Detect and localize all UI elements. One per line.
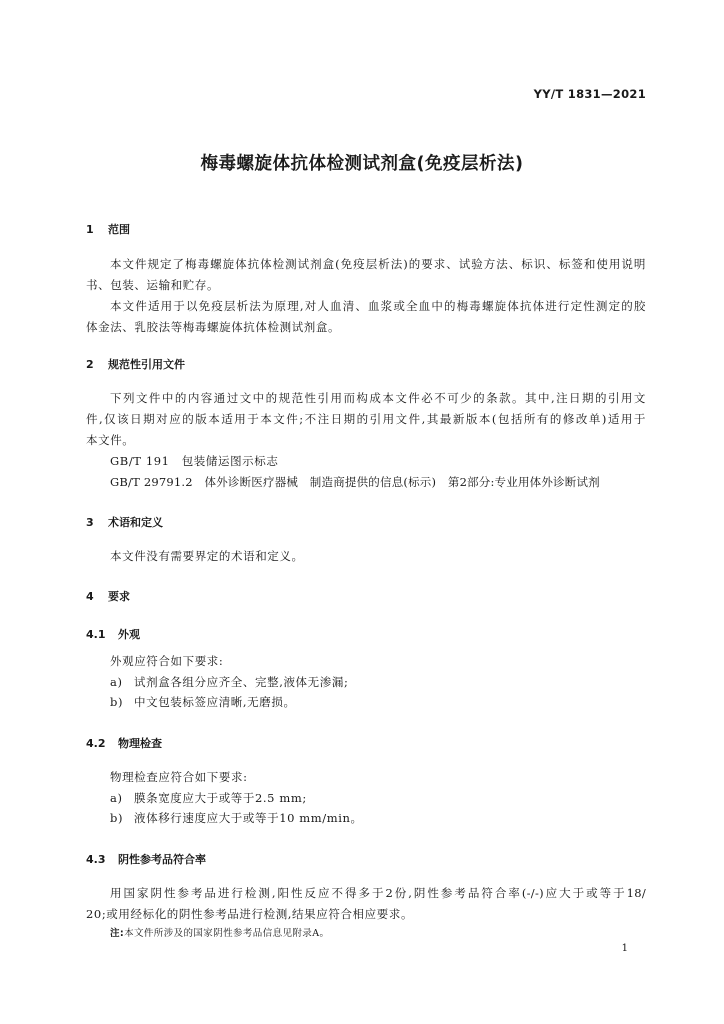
- list-item-text: 试剂盒各组分应齐全、完整,液体无渗漏;: [134, 675, 349, 689]
- list-item-label: a): [110, 675, 123, 689]
- paragraph-line: 20;或用经标化的阴性参考品进行检测,结果应符合相应要求。: [86, 907, 414, 921]
- section-number: 4: [86, 590, 94, 603]
- section-number: 2: [86, 358, 94, 371]
- list-item: [110, 808, 363, 829]
- section-2-heading: [86, 356, 185, 372]
- subsection-number: 4.1: [86, 628, 106, 641]
- subsection-number: 4.2: [86, 737, 106, 750]
- document-title: 梅毒螺旋体抗体检测试剂盒(免疫层析法): [200, 154, 524, 174]
- section-title: 规范性引用文件: [108, 358, 185, 371]
- paragraph-line: 用国家阴性参考品进行检测,阳性反应不得多于2份,阴性参考品符合率(-/-)应大于或等于18/: [110, 886, 646, 900]
- list-item: [110, 788, 307, 809]
- paragraph-line: 外观应符合如下要求:: [110, 654, 224, 668]
- list-item-label: b): [110, 695, 124, 709]
- paragraph-line: 物理检查应符合如下要求:: [110, 770, 248, 784]
- section-number: 3: [86, 516, 94, 529]
- subsection-title: 外观: [118, 628, 140, 641]
- list-item: [110, 692, 296, 713]
- paragraph-line: 下列文件中的内容通过文中的规范性引用而构成本文件必不可少的条款。其中,注日期的引用文: [110, 391, 646, 405]
- normative-reference: GB/T 29791.2 体外诊断医疗器械 制造商提供的信息(标示) 第2部分:专业用体外诊断试剂: [110, 475, 600, 489]
- section-3-heading: [86, 514, 163, 530]
- list-item-text: 液体移行速度应大于或等于10 mm/min。: [134, 811, 363, 825]
- paragraph-line: 本文件规定了梅毒螺旋体抗体检测试剂盒(免疫层析法)的要求、试验方法、标识、标签和使用说明: [110, 257, 646, 271]
- paragraph-line: 件,仅该日期对应的版本适用于本文件;不注日期的引用文件,其最新版本(包括所有的修改单)适用于: [86, 412, 646, 426]
- list-item-label: b): [110, 811, 124, 825]
- subsection-4-1-heading: [86, 626, 140, 642]
- note: [110, 925, 329, 939]
- section-title: 术语和定义: [108, 516, 163, 529]
- subsection-title: 物理检查: [118, 737, 162, 750]
- subsection-title: 阴性参考品符合率: [118, 853, 206, 866]
- list-item-label: a): [110, 791, 123, 805]
- section-4-heading: [86, 588, 130, 604]
- list-item-text: 中文包装标签应清晰,无磨损。: [134, 695, 296, 709]
- paragraph-line: 书、包装、运输和贮存。: [86, 278, 220, 292]
- paragraph-line: 体金法、乳胶法等梅毒螺旋体抗体检测试剂盒。: [86, 320, 341, 334]
- section-title: 要求: [108, 590, 130, 603]
- subsection-number: 4.3: [86, 853, 106, 866]
- note-text: 本文件所涉及的国家阴性参考品信息见附录A。: [124, 928, 330, 939]
- subsection-4-2-heading: [86, 735, 162, 751]
- paragraph-line: 本文件适用于以免疫层析法为原理,对人血清、血浆或全血中的梅毒螺旋体抗体进行定性测定的胶: [110, 299, 646, 313]
- page-number: 1: [621, 943, 628, 954]
- section-1-heading: [86, 221, 130, 237]
- note-label: 注:: [110, 928, 125, 939]
- list-item: [110, 672, 348, 693]
- subsection-4-3-heading: [86, 851, 206, 867]
- paragraph-line: 本文件没有需要界定的术语和定义。: [110, 549, 304, 563]
- list-item-text: 膜条宽度应大于或等于2.5 mm;: [134, 791, 307, 805]
- paragraph-line: 本文件。: [86, 433, 135, 447]
- normative-reference: GB/T 191 包装储运图示标志: [110, 454, 279, 468]
- section-number: 1: [86, 223, 94, 236]
- standard-code: YY/T 1831—2021: [533, 87, 646, 101]
- section-title: 范围: [108, 223, 130, 236]
